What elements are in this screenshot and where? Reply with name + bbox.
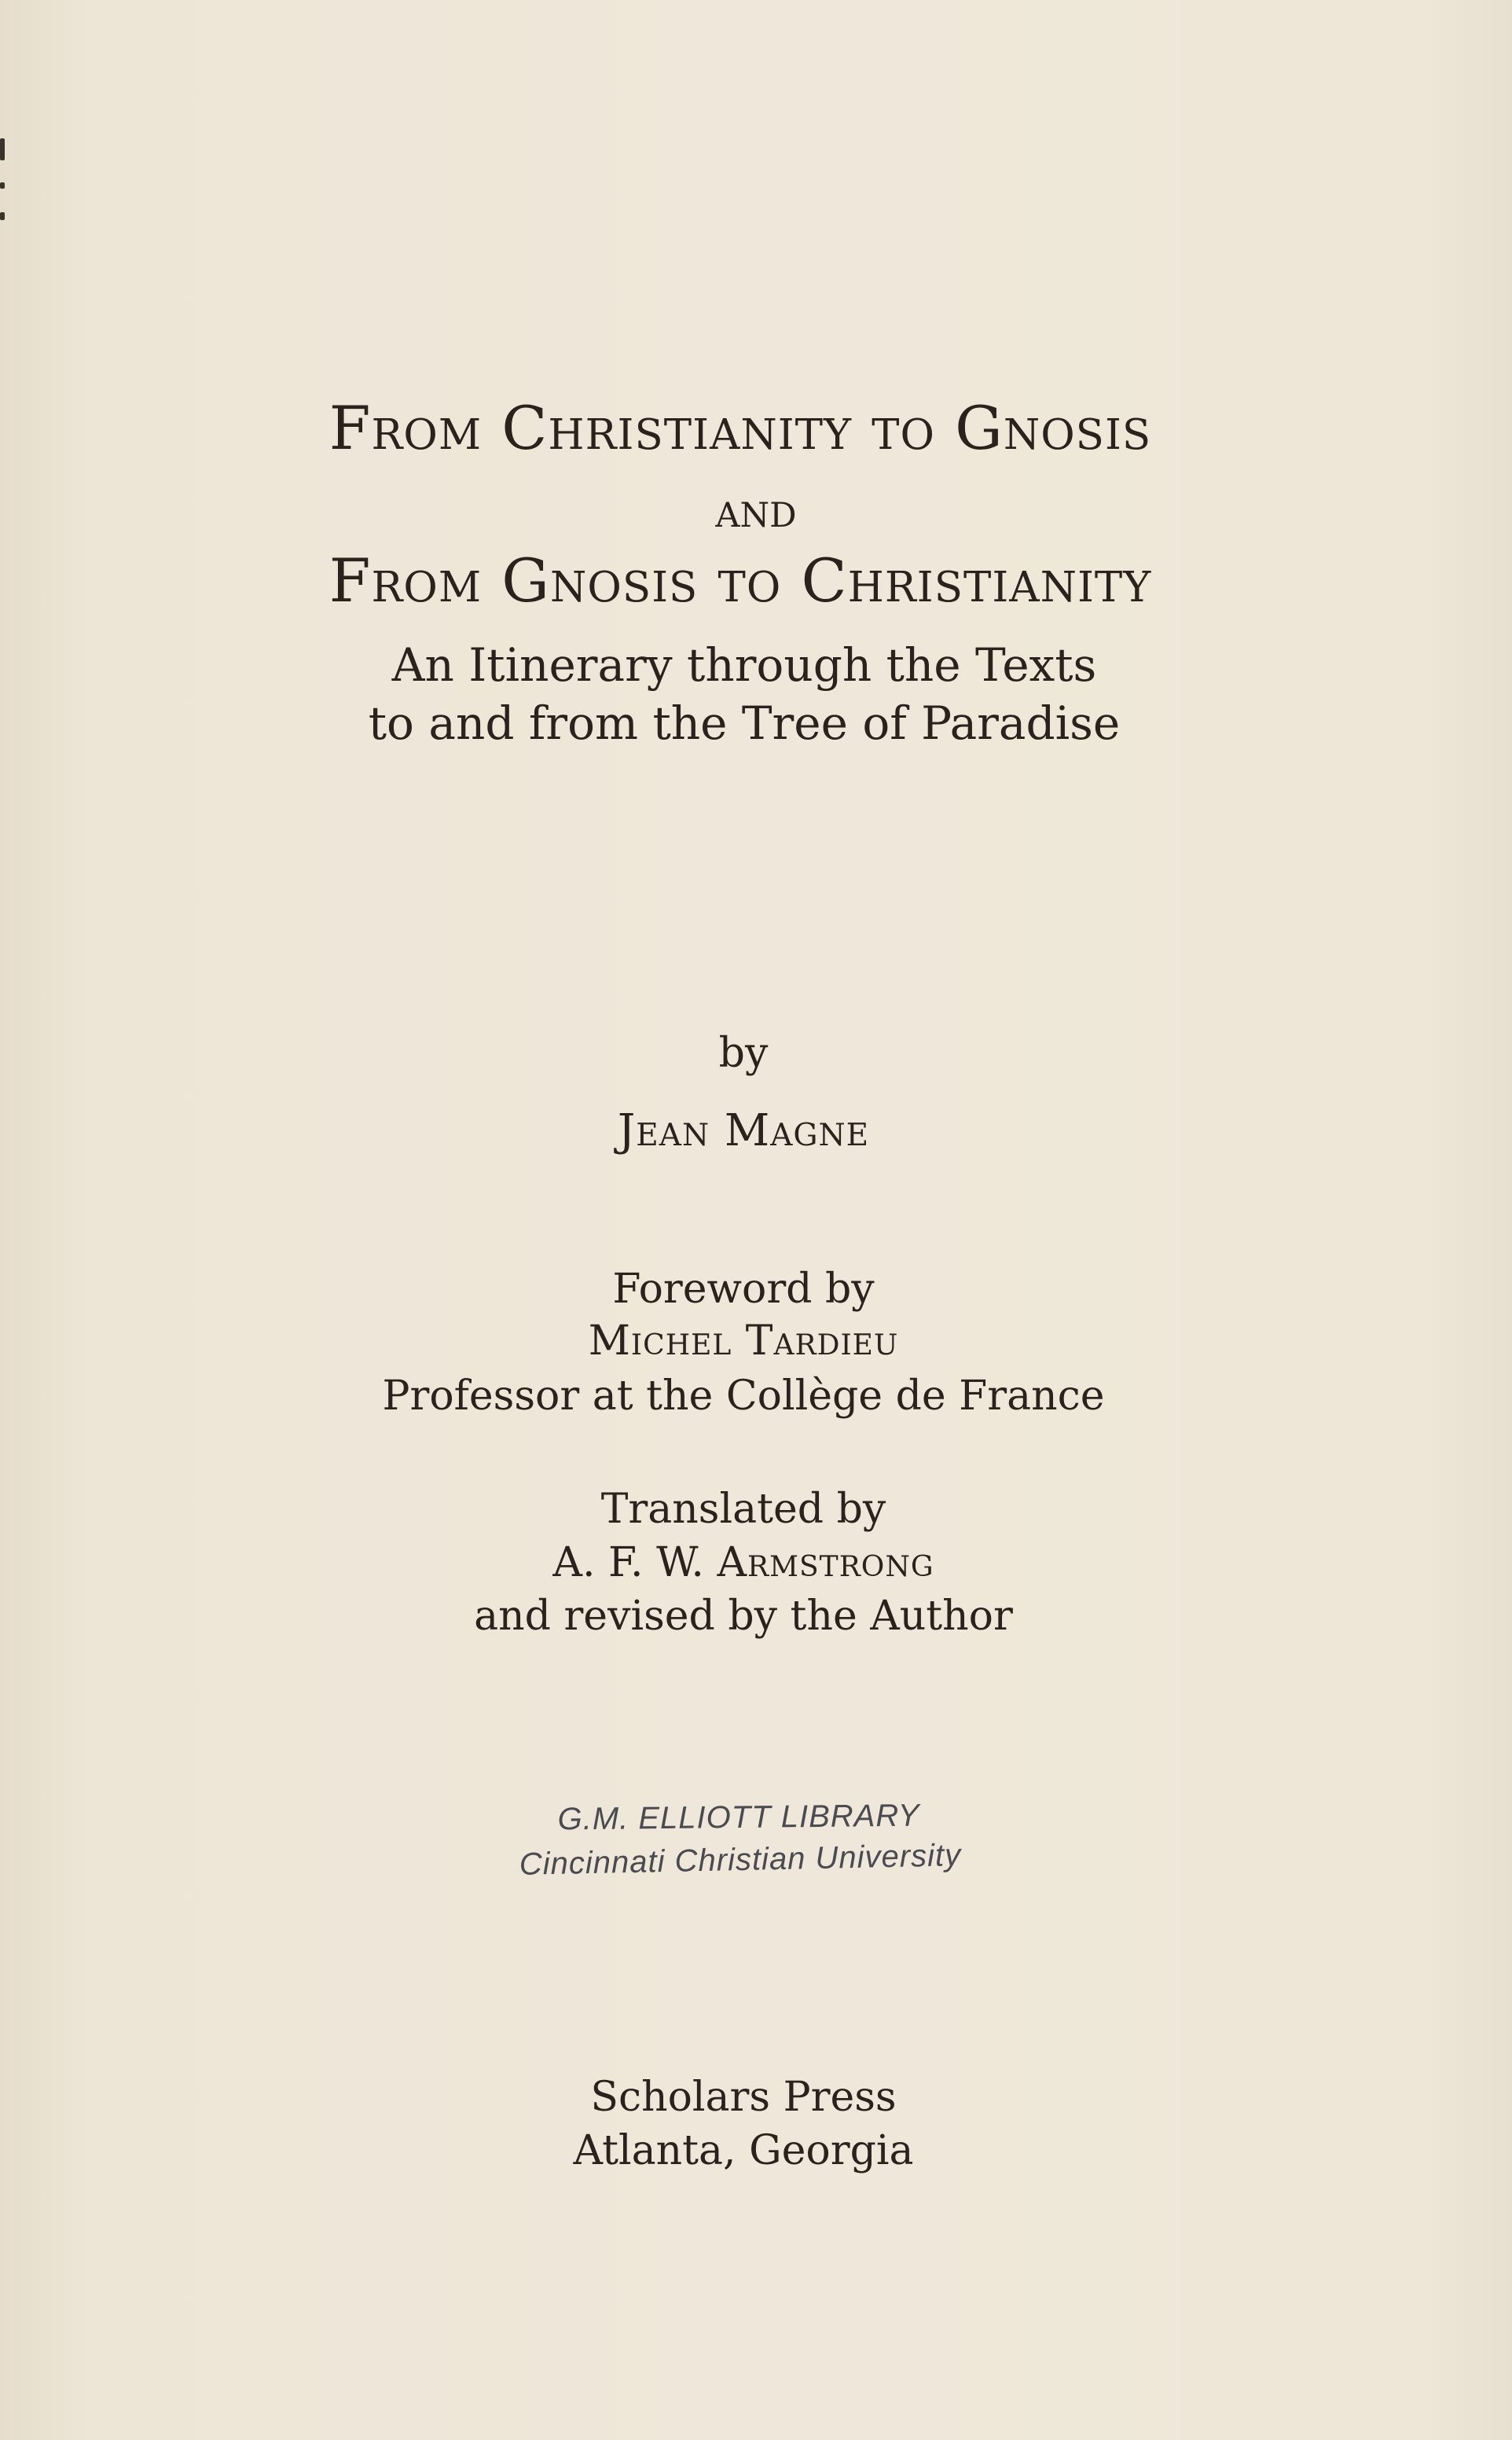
foreword-name: Michel Tardieu [588,1317,899,1365]
foreword-label: Foreword by [612,1266,875,1313]
title-line-2: From Gnosis to Christianity [328,546,1152,616]
subtitle-line-1: An Itinerary through the Texts [391,638,1097,692]
library-stamp-line-1: G.M. ELLIOTT LIBRARY [557,1798,920,1837]
author-name: Jean Magne [617,1105,870,1156]
translation-label: Translated by [600,1486,886,1533]
translation-revision: and revised by the Author [474,1593,1013,1640]
title-and: and [715,481,797,538]
margin-mark [0,138,5,160]
translator-surname: Armstrong [717,1539,934,1586]
margin-mark [0,212,5,220]
publisher-name: Scholars Press [590,2074,897,2121]
author-by: by [718,1030,769,1077]
translator-initials: A. F. W. [552,1539,717,1586]
margin-mark [0,182,5,189]
title-line-1: From Christianity to Gnosis [328,393,1152,463]
library-stamp-line-2: Cincinnati Christian University [519,1838,962,1882]
publisher-location: Atlanta, Georgia [573,2127,914,2174]
subtitle-line-2: to and from the Tree of Paradise [368,696,1121,750]
translator-name [0,1539,1499,1586]
foreword-affiliation: Professor at the Collège de France [382,1372,1105,1420]
